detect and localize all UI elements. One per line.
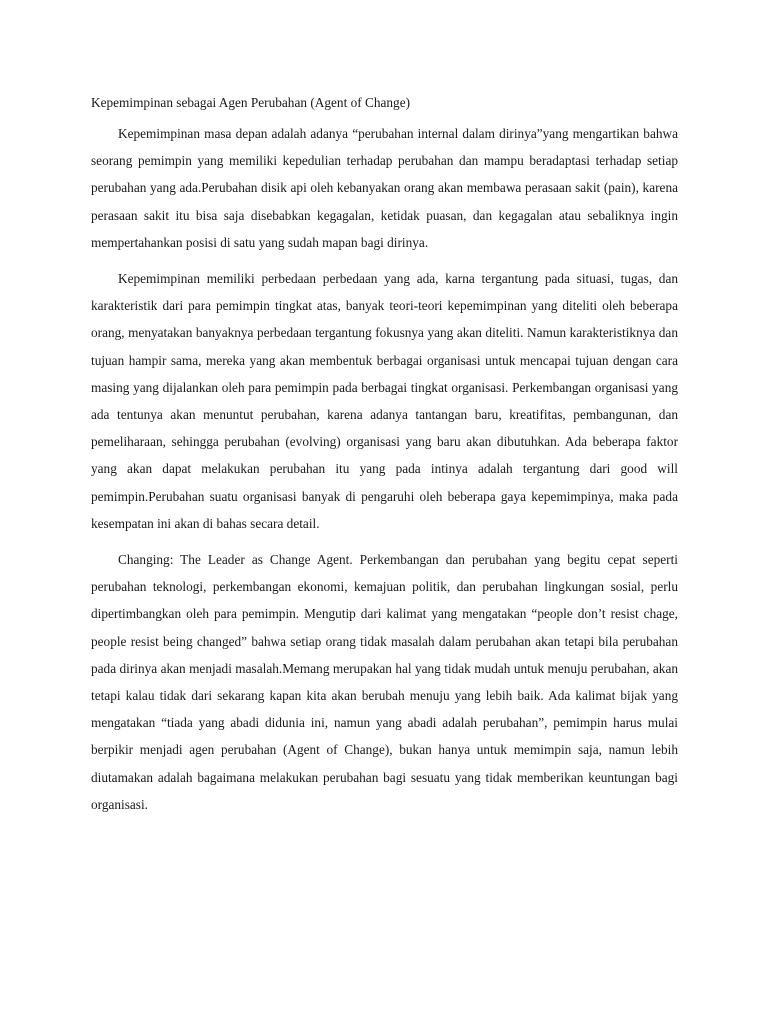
document-body <box>91 90 678 827</box>
paragraph-1: Kepemimpinan masa depan adalah adanya “perubahan internal dalam dirinya”yang mengartikan bahwa seorang pemimpin yang memiliki kepedulian terhadap perubahan dan mampu beradaptasi terhadap setiap perubahan yang ada.Perubahan disik api oleh kebanyakan orang akan membawa perasaan sakit (pain), karena perasaan sakit itu bisa saja disebabkan kegagalan, ketidak puasan, dan kegagalan atau sebaliknya ingin mempertahankan posisi di satu yang sudah mapan bagi dirinya. <box>91 126 678 250</box>
document-title: Kepemimpinan sebagai Agen Perubahan (Agent of Change) <box>91 95 411 110</box>
paragraph-2: Kepemimpinan memiliki perbedaan perbedaan yang ada, karna tergantung pada situasi, tugas, dan karakteristik dari para pemimpin tingkat atas, banyak teori-teori kepemimpinan yang diteliti oleh beberapa orang, menyatakan banyaknya perbedaan tergantung fokusnya yang akan diteliti. Namun karakteristiknya dan tujuan hampir sama, mereka yang akan membentuk berbagai organisasi untuk mencapai tujuan dengan cara masing yang dijalankan oleh para pemimpin pada berbagai tingkat organisasi. Perkembangan organisasi yang ada tentunya akan menuntut perubahan, karena adanya tantangan baru, kreatifitas, pembangunan, dan pemeliharaan, sehingga perubahan (evolving) organisasi yang baru akan dibutuhkan. Ada beberapa faktor yang akan dapat melakukan perubahan itu yang pada intinya adalah tergantung dari good will pemimpin.Perubahan suatu organisasi banyak di pengaruhi oleh beberapa gaya kepemimpinya, maka pada kesempatan ini akan di bahas secara detail. <box>91 271 678 531</box>
paragraph-3: Changing: The Leader as Change Agent. Perkembangan dan perubahan yang begitu cepat seperti perubahan teknologi, perkembangan ekonomi, kemajuan politik, dan perubahan lingkungan sosial, perlu dipertimbangkan oleh para pemimpin. Mengutip dari kalimat yang mengatakan “people don’t resist chage, people resist being changed” bahwa setiap orang tidak masalah dalam perubahan akan tetapi bila perubahan pada dirinya akan menjadi masalah.Memang merupakan hal yang tidak mudah untuk menuju perubahan, akan tetapi kalau tidak dari sekarang kapan kita akan berubah menuju yang lebih baik. Ada kalimat bijak yang mengatakan “tiada yang abadi didunia ini, namun yang abadi adalah perubahan”, pemimpin harus mulai berpikir menjadi agen perubahan (Agent of Change), bukan hanya untuk memimpin saja, namun lebih diutamakan adalah bagaimana melakukan perubahan bagi sesuatu yang tidak memberikan keuntungan bagi organisasi. <box>91 552 678 812</box>
